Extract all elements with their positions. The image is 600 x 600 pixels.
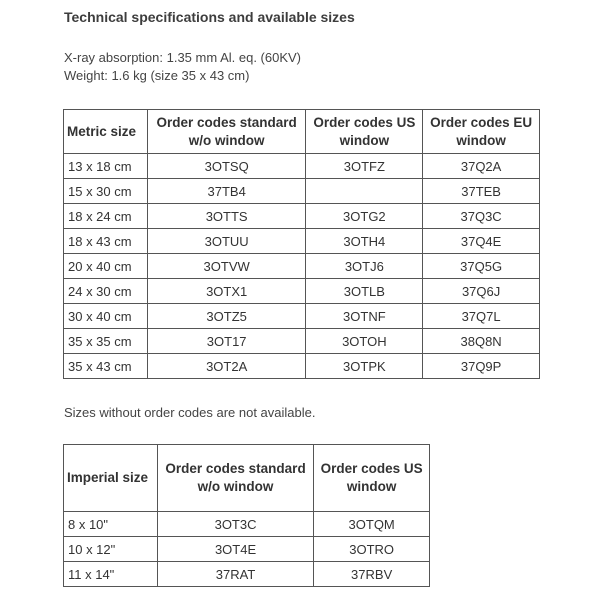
table-cell: 3OTSQ (147, 154, 306, 179)
table-row (64, 279, 540, 304)
table-row (64, 229, 540, 254)
table-cell: 3OT17 (147, 329, 306, 354)
table-cell: 3OT2A (147, 354, 306, 379)
table-cell: 37Q2A (423, 154, 540, 179)
column-header: Order codes US window (306, 110, 423, 154)
table-cell: 3OTFZ (306, 154, 423, 179)
metric-sizes-table (63, 109, 540, 379)
table-row (64, 254, 540, 279)
table-cell: 3OTQM (314, 512, 430, 537)
table-cell: 37Q3C (423, 204, 540, 229)
table-cell: 30 x 40 cm (64, 304, 148, 329)
column-header: Imperial size (64, 445, 158, 512)
table-row (64, 154, 540, 179)
table-cell: 24 x 30 cm (64, 279, 148, 304)
table-cell: 37Q6J (423, 279, 540, 304)
table-cell: 15 x 30 cm (64, 179, 148, 204)
table-row (64, 537, 430, 562)
table-row (64, 329, 540, 354)
table-cell: 10 x 12" (64, 537, 158, 562)
table-cell: 18 x 24 cm (64, 204, 148, 229)
table-cell: 37RAT (157, 562, 314, 587)
column-header: Order codes US window (314, 445, 430, 512)
table-row (64, 204, 540, 229)
table-cell: 13 x 18 cm (64, 154, 148, 179)
availability-note: Sizes without order codes are not available. (64, 405, 316, 420)
table-cell: 37TEB (423, 179, 540, 204)
table-row (64, 179, 540, 204)
column-header: Order codes EU window (423, 110, 540, 154)
table-cell: 8 x 10" (64, 512, 158, 537)
table-cell: 37TB4 (147, 179, 306, 204)
table-row (64, 512, 430, 537)
table-cell: 3OTRO (314, 537, 430, 562)
table-cell: 37Q4E (423, 229, 540, 254)
table-cell: 20 x 40 cm (64, 254, 148, 279)
table-cell: 11 x 14" (64, 562, 158, 587)
table-cell (306, 179, 423, 204)
table-cell: 3OTX1 (147, 279, 306, 304)
table-cell: 3OT3C (157, 512, 314, 537)
table-cell: 3OTNF (306, 304, 423, 329)
column-header: Order codes standard w/o window (147, 110, 306, 154)
table-header-row (64, 445, 430, 512)
page-title: Technical specifications and available sizes (64, 9, 355, 25)
table-cell: 3OT4E (157, 537, 314, 562)
imperial-sizes-table (63, 444, 430, 587)
table-cell: 3OTG2 (306, 204, 423, 229)
table-cell: 3OTLB (306, 279, 423, 304)
table-row (64, 304, 540, 329)
table-cell: 3OTVW (147, 254, 306, 279)
table-cell: 3OTTS (147, 204, 306, 229)
xray-absorption-text: X-ray absorption: 1.35 mm Al. eq. (60KV) (64, 50, 301, 65)
table-cell: 3OTZ5 (147, 304, 306, 329)
table-cell: 3OTJ6 (306, 254, 423, 279)
column-header: Metric size (64, 110, 148, 154)
table-cell: 3OTH4 (306, 229, 423, 254)
table-row (64, 562, 430, 587)
table-cell: 37Q7L (423, 304, 540, 329)
table-cell: 3OTOH (306, 329, 423, 354)
table-cell: 35 x 35 cm (64, 329, 148, 354)
table-cell: 35 x 43 cm (64, 354, 148, 379)
table-cell: 3OTPK (306, 354, 423, 379)
table-cell: 38Q8N (423, 329, 540, 354)
table-cell: 18 x 43 cm (64, 229, 148, 254)
table-row (64, 354, 540, 379)
column-header: Order codes standard w/o window (157, 445, 314, 512)
table-header-row (64, 110, 540, 154)
table-cell: 37RBV (314, 562, 430, 587)
table-cell: 37Q9P (423, 354, 540, 379)
table-cell: 37Q5G (423, 254, 540, 279)
weight-text: Weight: 1.6 kg (size 35 x 43 cm) (64, 68, 250, 83)
table-cell: 3OTUU (147, 229, 306, 254)
